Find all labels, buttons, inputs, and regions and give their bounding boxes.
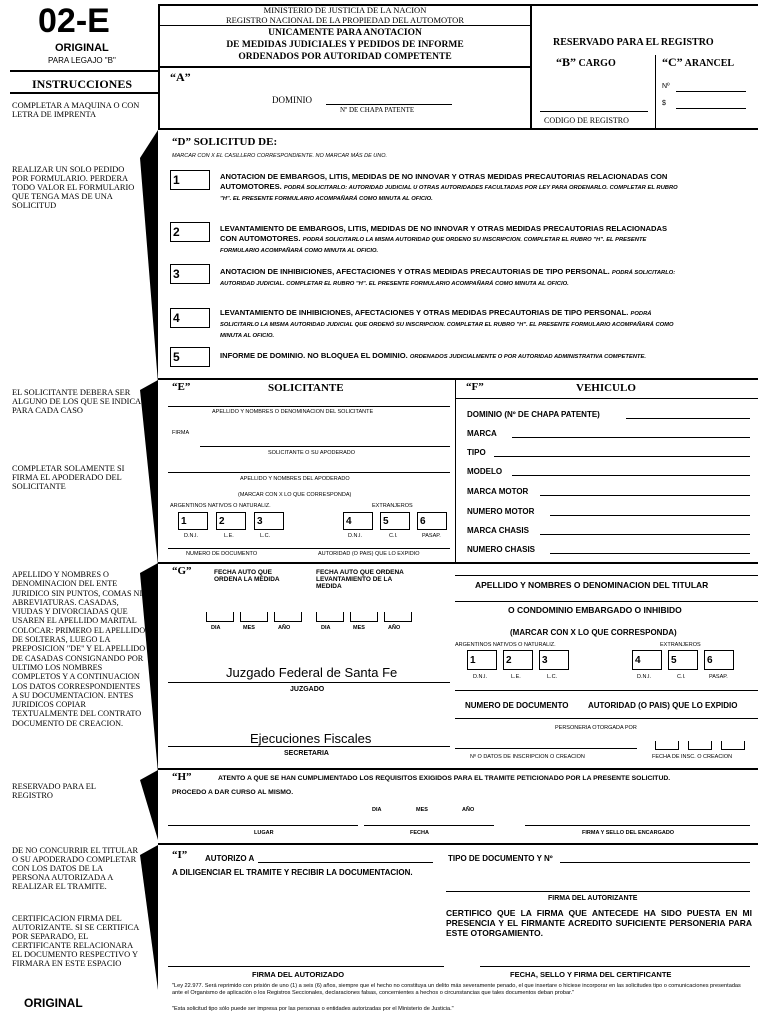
arg-label-g: ARGENTINOS NATIVOS O NATURALIZ. bbox=[455, 642, 556, 648]
arrow-icon bbox=[140, 380, 158, 565]
section-h-proceed: PROCEDO A DAR CURSO AL MISMO. bbox=[172, 789, 294, 796]
section-g-label: “G” bbox=[172, 565, 192, 577]
option-box-2[interactable]: 2 bbox=[170, 222, 210, 242]
doc-box-e-2[interactable]: 2 bbox=[216, 512, 246, 530]
section-e-title: SOLICITANTE bbox=[268, 382, 344, 394]
law-text: "Ley 22.977. Será reprimido con prisión de uno (1) a seis (6) años, siempre que el hecho no constituya un delito más severamente penado, el que insertare o hiciese incorporar en las solicitudes tipo o comunicaciones presentadas ante el Organismo de aplicación o los Registros Seccionales, declaraciones falsas, concernientes a hechos o circunstancias que tales documentos deban probar." bbox=[172, 983, 741, 996]
doc-label-g-6: PASAP. bbox=[709, 674, 728, 680]
doc-label-g-5: C.I. bbox=[677, 674, 686, 680]
arrow-icon bbox=[140, 563, 158, 773]
h-lugar-label: LUGAR bbox=[254, 830, 274, 836]
arg-label-e: ARGENTINOS NATIVOS O NATURALIZ. bbox=[170, 503, 271, 509]
juzgado-label: JUZGADO bbox=[290, 686, 325, 693]
c-label: “C” bbox=[662, 55, 683, 69]
doc-box-g-3[interactable]: 3 bbox=[539, 650, 569, 670]
section-d-title: “D” SOLICITUD DE: bbox=[172, 136, 278, 148]
secretaria-label: SECRETARIA bbox=[284, 750, 329, 757]
doc-box-g-2[interactable]: 2 bbox=[503, 650, 533, 670]
footer-original: ORIGINAL bbox=[24, 996, 83, 1010]
doc-box-e-5[interactable]: 5 bbox=[380, 512, 410, 530]
date-box-dia-2[interactable] bbox=[316, 612, 344, 622]
vehicle-field-numero-motor: NUMERO MOTOR bbox=[467, 507, 535, 516]
instruction-1: COMPLETAR A MAQUINA O CON LETRA DE IMPRENTA bbox=[12, 101, 140, 119]
b-label: “B” bbox=[556, 55, 577, 69]
condominio-label: O CONDOMINIO EMBARGADO O INHIBIDO bbox=[508, 605, 682, 615]
chapa-label: Nº DE CHAPA PATENTE bbox=[340, 106, 415, 114]
dominio-label: DOMINIO bbox=[272, 95, 312, 105]
title-line-1: UNICAMENTE PARA ANOTACION bbox=[268, 28, 422, 38]
autoridad-label-e: AUTORIDAD (O PAIS) QUE LO EXPIDIO bbox=[318, 551, 420, 557]
doc-box-g-1[interactable]: 1 bbox=[467, 650, 497, 670]
vehicle-field-marca-motor: MARCA MOTOR bbox=[467, 487, 529, 496]
doc-box-g-5[interactable]: 5 bbox=[668, 650, 698, 670]
apellido-solicitante-label: APELLIDO Y NOMBRES O DENOMINACION DEL SOLICITANTE bbox=[212, 409, 374, 415]
dia-label-1: DIA bbox=[211, 625, 221, 631]
fecha-auto-1: FECHA AUTO QUE ORDENA LA MEDIDA bbox=[214, 569, 280, 583]
marcar-label-g: (MARCAR CON X LO QUE CORRESPONDA) bbox=[510, 628, 677, 637]
doc-label-g-3: L.C. bbox=[547, 674, 558, 680]
form-code: 02-E bbox=[38, 2, 110, 40]
instructions-title: INSTRUCCIONES bbox=[32, 77, 133, 91]
doc-label-e-3: L.C. bbox=[260, 533, 271, 539]
solicitante-apoderado-label: SOLICITANTE O SU APODERADO bbox=[268, 450, 355, 456]
h-dia-label: DIA bbox=[372, 807, 382, 813]
date-box-mes-2[interactable] bbox=[350, 612, 378, 622]
h-mes-label: MES bbox=[416, 807, 428, 813]
instruction-4: COMPLETAR SOLAMENTE SI FIRMA EL APODERADO DEL SOLICITANTE bbox=[12, 464, 125, 491]
instruction-8: CERTIFICACION FIRMA DEL AUTORIZANTE. SI SE CERTIFICA POR SEPARADO, EL CERTIFICANTE RELACIONARA EL DOCUMENTO RESPECTIVO Y FIRMARA EN ESTE ESPACIO bbox=[12, 914, 139, 968]
date-box-dia-1[interactable] bbox=[206, 612, 234, 622]
section-a-label: “A” bbox=[170, 70, 191, 84]
section-d-note: MARCAR CON X EL CASILLERO CORRESPONDIENTE. NO MARCAR MÁS DE UNO. bbox=[172, 153, 388, 159]
date-box-mes-1[interactable] bbox=[240, 612, 268, 622]
doc-label-e-4: D.N.I. bbox=[348, 533, 363, 539]
mes-label-2: MES bbox=[353, 625, 365, 631]
doc-label-e-1: D.N.I. bbox=[184, 533, 199, 539]
h-anio-label: AÑO bbox=[462, 807, 475, 813]
option-box-4[interactable]: 4 bbox=[170, 308, 210, 328]
option-box-3[interactable]: 3 bbox=[170, 264, 210, 284]
numero-doc-label-g: NUMERO DE DOCUMENTO bbox=[465, 701, 569, 710]
ext-label-g: EXTRANJEROS bbox=[660, 642, 701, 648]
date-box-anio-1[interactable] bbox=[274, 612, 302, 622]
n-label: Nº bbox=[662, 83, 670, 90]
doc-label-e-5: C.I. bbox=[389, 533, 398, 539]
insc-box-anio[interactable] bbox=[721, 741, 745, 750]
footer-note: "Esta solicitud tipo sólo puede ser impresa por las personas o entidades autorizadas por el Ministerio de Justicia." bbox=[172, 1006, 454, 1012]
section-f-title: VEHICULO bbox=[576, 382, 636, 394]
doc-label-e-6: PASAP. bbox=[422, 533, 441, 539]
section-i-label: “I” bbox=[172, 849, 188, 861]
section-h-label: “H” bbox=[172, 771, 192, 783]
instruction-5: APELLIDO Y NOMBRES O DENOMINACION DEL ENTE JURIDICO SIN PUNTOS, COMAS NI ABREVIATURAS. CASADAS, VIUDAS Y DIVORCIADAS QUE USAREN EL APELLIDO MARITAL COLOCAR: PRIMERO EL APELLIDO DE SOLTERAS, LUEGO LA PREPOSICION "DE" Y EL APELLIDO DE CASADAS CONSIGNANDO POR ULTIMO LOS NOMBRES COMPLETOS Y A CONTINUACION LOS DATOS CORRESPONDIENTES A SU DOCUMENTACION. ENTES JURIDICOS COPIAR TEXTUALMENTE DEL CONTRATO DOCUMENTO DE CREACION. bbox=[12, 570, 146, 728]
anio-label-1: AÑO bbox=[278, 625, 291, 631]
arrow-icon bbox=[140, 770, 158, 840]
dollar-label: $ bbox=[662, 100, 666, 107]
secretaria-value[interactable]: Ejecuciones Fiscales bbox=[250, 731, 372, 746]
h-fecha-label: FECHA bbox=[410, 830, 429, 836]
doc-box-g-4[interactable]: 4 bbox=[632, 650, 662, 670]
option-5-text: INFORME DE DOMINIO. NO BLOQUEA EL DOMINIO. ORDENADOS JUDICIALMENTE O POR AUTORIDAD ADMINISTRATIVA COMPETENTE. bbox=[220, 351, 646, 360]
section-f-label: “F” bbox=[466, 381, 484, 393]
option-3-text: ANOTACION DE INHIBICIONES, AFECTACIONES Y OTRAS MEDIDAS PRECAUTORIAS DE TIPO PERSONAL. PODRÁ SOLICITARLO: AUTORIDAD JUDICIAL. COMPLETAR EL RUBRO "H". EL PRESENTE FORMULARIO ACOMPAÑARÁ COMO MINUTA AL OFICIO. bbox=[220, 267, 676, 287]
section-h-text: ATENTO A QUE SE HAN CUMPLIMENTADO LOS REQUISITOS EXIGIDOS PARA EL TRAMITE PETICIONADO POR LA PRESENTE SOLICITUD. bbox=[218, 775, 671, 782]
vehicle-field-modelo: MODELO bbox=[467, 467, 503, 476]
arrow-icon bbox=[140, 130, 158, 383]
diligenciar-label: A DILIGENCIAR EL TRAMITE Y RECIBIR LA DOCUMENTACION. bbox=[172, 868, 413, 877]
doc-label-e-2: L.E. bbox=[224, 533, 234, 539]
certifico-text: CERTIFICO QUE LA FIRMA QUE ANTECEDE HA SIDO PUESTA EN MI PRESENCIA Y EL FIRMANTE ACREDITO SUFICIENTE PERSONERIA PARA ESTE OTORGAMIENTO. bbox=[446, 908, 752, 938]
option-4-text: LEVANTAMIENTO DE INHIBICIONES, AFECTACIONES Y OTRAS MEDIDAS PRECAUTORIAS DE TIPO PERSONAL. PODRÁ SOLICITARLO LA MISMA AUTORIDAD JUDICIAL QUE ORDENÓ SU INSCRIPCION. COMPLETAR EL RUBRO "H". EL PRESENTE FORMULARIO ACOMPAÑARÁ COMO MINUTA AL OFICIO. bbox=[220, 308, 674, 339]
doc-box-e-6[interactable]: 6 bbox=[417, 512, 447, 530]
vehicle-field-tipo: TIPO bbox=[467, 448, 486, 457]
option-box-1[interactable]: 1 bbox=[170, 170, 210, 190]
firma-autorizado-label: FIRMA DEL AUTORIZADO bbox=[252, 970, 345, 979]
insc-box-mes[interactable] bbox=[688, 741, 712, 750]
titular-label: APELLIDO Y NOMBRES O DENOMINACION DEL TITULAR bbox=[475, 580, 709, 590]
autorizo-label: AUTORIZO A bbox=[205, 854, 255, 863]
personeria-label: PERSONERIA OTORGADA POR bbox=[555, 725, 637, 731]
original-label: ORIGINAL bbox=[55, 42, 109, 54]
title-line-3: ORDENADOS POR AUTORIDAD COMPETENTE bbox=[238, 52, 452, 62]
numero-doc-label-e: NUMERO DE DOCUMENTO bbox=[186, 551, 258, 557]
vehicle-field-dominio: DOMINIO (Nº DE CHAPA PATENTE) bbox=[467, 410, 600, 419]
marcar-label-e: (MARCAR CON X LO QUE CORRESPONDA) bbox=[238, 492, 352, 498]
instruction-3: EL SOLICITANTE DEBERA SER ALGUNO DE LOS QUE SE INDICA PARA CADA CASO bbox=[12, 388, 141, 415]
inscripcion-label: Nº O DATOS DE INSCRIPCION O CREACION bbox=[470, 754, 585, 760]
instruction-7: DE NO CONCURRIR EL TITULAR O SU APODERADO COMPLETAR CON LOS DATOS DE LA PERSONA AUTORIZADA A REALIZAR EL TRAMITE. bbox=[12, 846, 139, 891]
section-e-label: “E” bbox=[172, 381, 191, 393]
fecha-insc-label: FECHA DE INSC. O CREACION bbox=[652, 754, 733, 760]
doc-label-g-4: D.N.I. bbox=[637, 674, 652, 680]
vehicle-field-numero-chasis: NUMERO CHASIS bbox=[467, 545, 536, 554]
doc-box-e-3[interactable]: 3 bbox=[254, 512, 284, 530]
b-text: CARGO bbox=[578, 58, 616, 69]
tipo-doc-label: TIPO DE DOCUMENTO Y Nº bbox=[448, 854, 553, 863]
firma-label: FIRMA bbox=[172, 430, 190, 436]
h-firma-label: FIRMA Y SELLO DEL ENCARGADO bbox=[582, 830, 675, 836]
doc-label-g-2: L.E. bbox=[511, 674, 521, 680]
vehicle-field-marca: MARCA bbox=[467, 429, 497, 438]
apellido-apoderado-label: APELLIDO Y NOMBRES DEL APODERADO bbox=[240, 476, 350, 482]
ext-label-e: EXTRANJEROS bbox=[372, 503, 413, 509]
vehicle-field-marca-chasis: MARCA CHASIS bbox=[467, 526, 529, 535]
dia-label-2: DIA bbox=[321, 625, 331, 631]
date-box-anio-2[interactable] bbox=[384, 612, 412, 622]
option-1-text: ANOTACION DE EMBARGOS, LITIS, MEDIDAS DE NO INNOVAR Y OTRAS MEDIDAS PRECAUTORIAS RELACIONADAS CON AUTOMOTORES. PODRÁ SOLICITARLO: AUTORIDAD JUDICIAL U OTRAS AUTORIDADES FACULTADAS POR LEY PARA ORDENARLO. COMPLETAR EL RUBRO "H". EL PRESENTE FORMULARIO ACOMPAÑARÁ COMO MINUTA AL OFICIO. bbox=[220, 172, 678, 202]
legajo-label: PARA LEGAJO "B" bbox=[48, 56, 116, 65]
c-text: ARANCEL bbox=[684, 58, 735, 69]
codigo-registro: CODIGO DE REGISTRO bbox=[544, 116, 629, 125]
arrow-icon bbox=[140, 845, 158, 990]
instruction-6: RESERVADO PARA EL REGISTRO bbox=[12, 782, 96, 800]
autoridad-label-g: AUTORIDAD (O PAIS) QUE LO EXPIDIO bbox=[588, 701, 738, 710]
anio-label-2: AÑO bbox=[388, 625, 401, 631]
doc-box-e-4[interactable]: 4 bbox=[343, 512, 373, 530]
instruction-2: REALIZAR UN SOLO PEDIDO POR FORMULARIO. PERDERA TODO VALOR EL FORMULARIO QUE TENGA MAS DE UNA SOLICITUD bbox=[12, 165, 135, 210]
option-2-text: LEVANTAMIENTO DE EMBARGOS, LITIS, MEDIDAS DE NO INNOVAR Y OTRAS MEDIDAS PRECAUTORIAS RELACIONADAS CON AUTOMOTORES. PODRÁ SOLICITARLO LA MISMA AUTORIDAD QUE ORDENO SU INSCRIPCION. COMPLETAR EL RUBRO "H". EL PRESENTE FORMULARIO ACOMPAÑARÁ COMO MINUTA AL OFICIO. bbox=[220, 224, 668, 254]
registry: REGISTRO NACIONAL DE LA PROPIEDAD DEL AUTOMOTOR bbox=[225, 15, 464, 25]
firma-autorizante-label: FIRMA DEL AUTORIZANTE bbox=[548, 895, 638, 902]
mes-label-1: MES bbox=[243, 625, 255, 631]
doc-label-g-1: D.N.I. bbox=[473, 674, 488, 680]
reserved-title: RESERVADO PARA EL REGISTRO bbox=[553, 37, 714, 48]
fecha-auto-2: FECHA AUTO QUE ORDENA LEVANTAMIENTO DE LA MEDIDA bbox=[316, 569, 404, 590]
doc-box-g-6[interactable]: 6 bbox=[704, 650, 734, 670]
doc-box-e-1[interactable]: 1 bbox=[178, 512, 208, 530]
option-box-5[interactable]: 5 bbox=[170, 347, 210, 367]
fecha-sello-label: FECHA, SELLO Y FIRMA DEL CERTIFICANTE bbox=[510, 970, 672, 979]
title-line-2: DE MEDIDAS JUDICIALES Y PEDIDOS DE INFORME bbox=[226, 40, 464, 50]
insc-box-dia[interactable] bbox=[655, 741, 679, 750]
juzgado-value[interactable]: Juzgado Federal de Santa Fe bbox=[226, 665, 398, 680]
ministry: MINISTERIO DE JUSTICIA DE LA NACION bbox=[263, 5, 427, 15]
